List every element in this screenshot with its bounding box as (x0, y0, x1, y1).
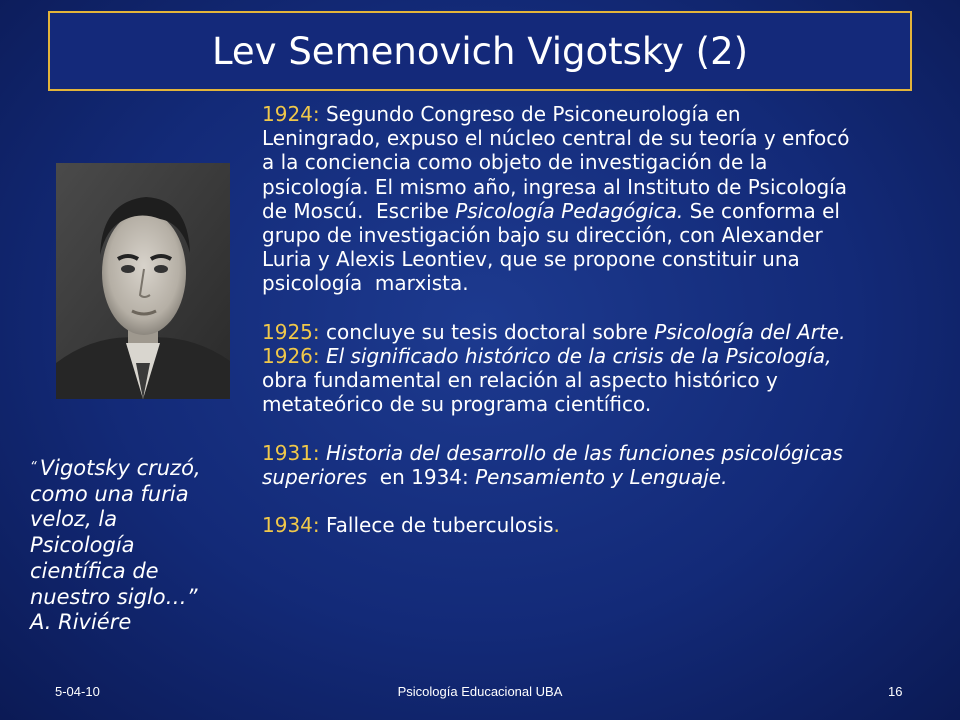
footer-date: 5-04-10 (55, 684, 100, 699)
timeline-line (262, 344, 957, 368)
timeline-line: de Moscú. Escribe Psicología Pedagógica. Se conforma el (262, 198, 840, 223)
year-label: 1925: (262, 319, 320, 344)
quote-author: A. Riviére (30, 610, 132, 635)
year-label: 1926: (262, 344, 320, 369)
quote-line: Vigotsky cruzó, (39, 456, 201, 480)
timeline-line: superiores en 1934: Pensamiento y Lenguaje. (262, 465, 728, 490)
quote-line: Psicología (30, 533, 135, 558)
timeline-line: a la conciencia como objeto de investigación de la (262, 150, 768, 175)
title-box (48, 11, 912, 91)
book-title: superiores (262, 465, 368, 490)
timeline-line: psicología. El mismo año, ingresa al Instituto de Psicología (262, 174, 848, 199)
portrait-photo (56, 163, 230, 399)
quote-line: nuestro siglo…” (30, 584, 198, 609)
timeline-text (262, 102, 957, 538)
book-title: Psicología Pedagógica. (455, 198, 684, 223)
timeline-line: obra fundamental en relación al aspecto histórico y (262, 368, 778, 393)
book-title: El significado histórico de la crisis de la Psicología, (326, 344, 832, 369)
timeline-line: grupo de investigación bajo su dirección, con Alexander (262, 223, 823, 248)
timeline-line: 1934: Fallece de tuberculosis. (262, 513, 560, 538)
quote-open-mark: “ (30, 460, 37, 475)
quote-line: como una furia (30, 481, 189, 506)
timeline-line: psicología marxista. (262, 271, 469, 296)
timeline-line: 1924: Segundo Congreso de Psiconeurología en (262, 102, 741, 126)
timeline-line: metateórico de su programa científico. (262, 392, 652, 417)
book-title: Pensamiento y Lenguaje. (475, 465, 728, 490)
year-label: 1931: (262, 440, 320, 465)
book-title: Psicología del Arte. (654, 319, 846, 344)
timeline-line: Luria y Alexis Leontiev, que se propone constituir una (262, 247, 800, 272)
portrait-icon (56, 163, 230, 399)
quote-line: veloz, la (30, 507, 118, 532)
year-label: 1924: (262, 102, 320, 126)
timeline-line (262, 441, 957, 465)
page-number: 16 (888, 684, 903, 699)
timeline-line: 1925: concluye su tesis doctoral sobre Psicología del Arte. (262, 319, 846, 344)
timeline-line: Leningrado, expuso el núcleo central de su teoría y enfocó (262, 126, 850, 151)
book-title: Historia del desarrollo de las funciones psicológicas (326, 440, 843, 465)
slide-title: Lev Semenovich Vigotsky (2) (211, 29, 749, 73)
footer-title: Psicología Educacional UBA (397, 684, 563, 699)
year-label: 1934: (262, 513, 320, 538)
quote-block (30, 455, 230, 636)
quote-line: científica de (30, 558, 159, 583)
